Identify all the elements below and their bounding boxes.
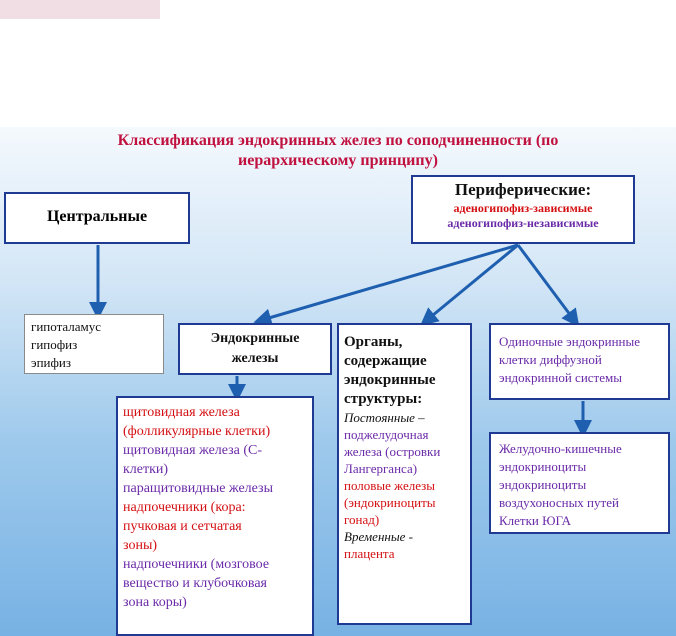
central-label: Центральные [46,208,148,225]
gland-item: гипоталамус [31,319,102,334]
temporary-label: Временные - [344,529,414,544]
thyroid-list-line: (фолликулярные клетки) [123,424,271,439]
thyroid-list-line: вещество и клубочковая [123,576,267,591]
organs-box [337,323,472,625]
thyroid-list-line: паращитовидные железы [123,481,273,496]
single-cells-line: эндокринной системы [499,370,622,385]
title-line-2: иерархическому принципу) [238,152,438,169]
organs-heading-line: структуры: [344,391,423,407]
thyroid-list-line: клетки) [123,462,169,477]
single-cells-line: Одиночные эндокринные [499,334,641,349]
gi-cells-line: воздухоносных путей [499,495,619,510]
thyroid-list-line: щитовидная железа (С- [123,443,263,458]
organs-heading [344,333,465,409]
single-cells-line: клетки диффузной [499,352,602,367]
central-box [4,192,190,244]
gi-cells-box [489,432,670,534]
arrow-periph-to-endocrine [262,245,518,320]
organs-heading-line: Органы, [344,334,403,350]
pancreas-line: железа (островки [344,444,441,459]
single-cells-box [489,323,670,400]
thyroid-list-line: надпочечники (мозговое [123,557,270,572]
thyroid-list-line: зона коры) [123,595,187,610]
endocrine-glands-box [178,323,332,375]
arrow-periph-to-organs [427,245,518,320]
gonads-line: (эндокриноциты [344,495,436,510]
title-line-1: Классификация эндокринных желез по соподчиненности (по [117,132,559,149]
diagram-slide [0,127,676,636]
gi-cells-line: Желудочно-кишечные [499,441,622,456]
header-tab [0,0,160,19]
peripheral-independent: аденогипофиз-независимые [447,216,599,230]
endocrine-line-2: железы [231,351,279,366]
diagram-title [0,131,676,171]
thyroid-list-line: зоны) [123,538,158,553]
thyroid-list-line: надпочечники (кора: [123,500,246,515]
gland-item: гипофиз [31,337,78,352]
pancreas-line: Лангерганса) [344,461,418,476]
organs-heading-line: содержащие [344,353,427,369]
gland-item: эпифиз [31,355,72,370]
arrow-periph-to-single [518,245,574,320]
thyroid-list-line: пучковая и сетчатая [123,519,242,534]
gi-cells-line: Клетки ЮГА [499,513,571,528]
placenta-line: плацента [344,546,395,561]
peripheral-label: Периферические: [454,180,592,199]
organs-heading-line: эндокринные [344,372,436,388]
thyroid-list-box [116,396,314,636]
endocrine-line-1: Эндокринные [210,331,300,346]
gi-cells-line: эндокриноциты [499,477,587,492]
thyroid-list-line: щитовидная железа [123,405,240,420]
permanent-label: Постоянные – [344,410,425,425]
central-glands-box [24,314,164,374]
peripheral-box [411,175,635,244]
gonads-line: половые железы [344,478,436,493]
pancreas-line: поджелудочная [344,427,429,442]
peripheral-dependent: аденогипофиз-зависимые [453,201,593,215]
gi-cells-line: эндокриноциты [499,459,587,474]
gonads-line: гонад) [344,512,380,527]
